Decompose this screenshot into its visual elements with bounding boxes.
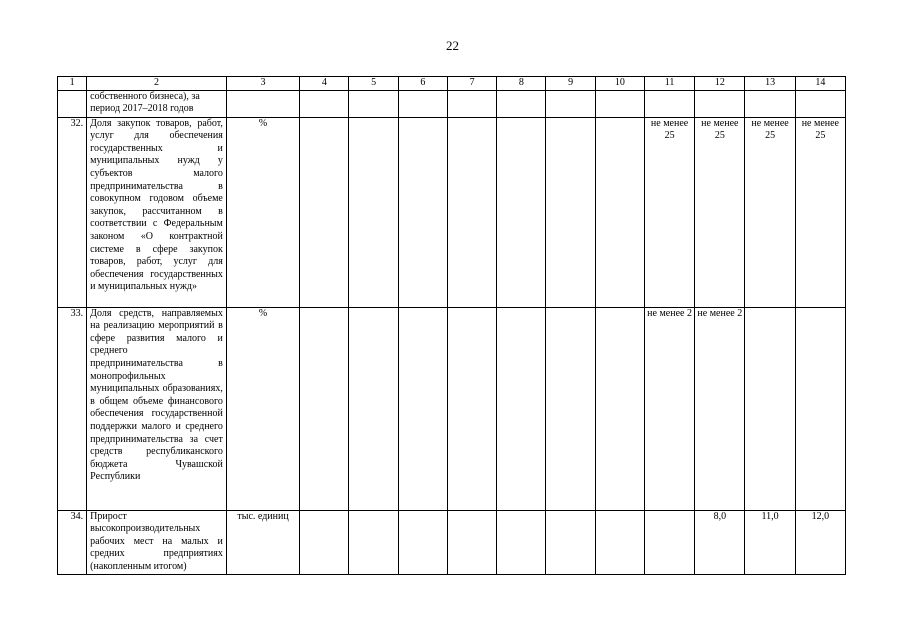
row-description: Доля закупок товаров, работ, услуг для обеспечения государственных и муниципальных нужд у субъектов малого предпринимательства в совокупном годовом объеме закупок, рассчитанном в соответствии с Федеральным законом «О контрактной системе в сфере закупок товаров, работ, услуг для обеспечения государственных и муниципальных нужд» (87, 117, 227, 307)
header-cell: 12 (695, 77, 745, 91)
table-row (58, 307, 846, 510)
row-description: Доля средств, направляемых на реализацию мероприятий в сфере развития малого и среднего предпринимательства в монопрофильных муниципальных образованиях, в общем объеме финансового обеспечения государственной поддержки малого и среднего предпринимательства за счет средств республиканского бюджета Чувашской Республики (87, 307, 227, 510)
value-cell: не менее 25 (695, 117, 745, 307)
header-cell: 3 (226, 77, 299, 91)
value-cell (644, 510, 694, 574)
header-cell: 11 (644, 77, 694, 91)
header-cell: 7 (447, 77, 496, 91)
value-cell: не менее 2 (695, 307, 745, 510)
row-number (58, 90, 87, 117)
row-number: 32. (58, 117, 87, 307)
indicators-table (57, 76, 846, 575)
header-cell: 5 (349, 77, 398, 91)
value-cell: 11,0 (745, 510, 795, 574)
row-number: 34. (58, 510, 87, 574)
row-unit: % (226, 307, 299, 510)
value-cell (795, 307, 845, 510)
row-description: собственного бизнеса), за период 2017–2018 годов (87, 90, 227, 117)
row-unit: % (226, 117, 299, 307)
value-cell: не менее 25 (644, 117, 694, 307)
row-unit (226, 90, 299, 117)
table-row (58, 510, 846, 574)
value-cell (795, 90, 845, 117)
header-cell: 14 (795, 77, 845, 91)
value-cell (745, 90, 795, 117)
value-cell: 8,0 (695, 510, 745, 574)
table-row (58, 117, 846, 307)
value-cell: 12,0 (795, 510, 845, 574)
header-cell: 1 (58, 77, 87, 91)
value-cell (695, 90, 745, 117)
value-cell (745, 307, 795, 510)
value-cell (644, 90, 694, 117)
header-cell: 13 (745, 77, 795, 91)
header-cell: 8 (497, 77, 546, 91)
header-cell: 9 (546, 77, 595, 91)
page-number: 22 (446, 38, 459, 53)
header-row (58, 77, 846, 91)
header-cell: 4 (300, 77, 349, 91)
header-cell: 2 (87, 77, 227, 91)
table-row (58, 90, 846, 117)
value-cell: не менее 2 (644, 307, 694, 510)
row-description: Прирост высокопроизводительных рабочих мест на малых и средних предприятиях (накопленным итогом) (87, 510, 227, 574)
value-cell: не менее 25 (745, 117, 795, 307)
header-cell: 6 (398, 77, 447, 91)
row-number: 33. (58, 307, 87, 510)
value-cell: не менее 25 (795, 117, 845, 307)
row-unit: тыс. единиц (226, 510, 299, 574)
header-cell: 10 (595, 77, 644, 91)
